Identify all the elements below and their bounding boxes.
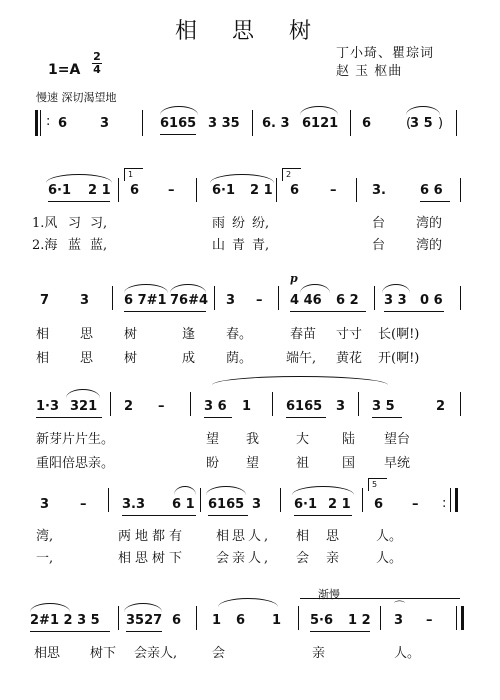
lyric: 望: [206, 432, 220, 447]
meter-top: 2: [93, 50, 101, 63]
tempo-marking: 慢速 深切渴望地: [36, 91, 117, 104]
volta-number: 1: [128, 170, 134, 179]
lyric: 山: [212, 238, 226, 253]
lyric: 树下: [90, 646, 117, 661]
lyric: 端午,: [286, 351, 317, 366]
note: 6165: [160, 116, 197, 131]
note: 6·1: [212, 183, 236, 198]
lyric: 春。: [226, 327, 253, 342]
note: 3: [100, 116, 110, 131]
lyric: 人。: [376, 529, 403, 544]
note: 3: [80, 293, 90, 308]
lyric: 寸寸: [336, 327, 363, 342]
fermata-icon: ⌒: [394, 600, 405, 613]
lyric: 我: [246, 432, 260, 447]
lyric: 相: [36, 351, 50, 366]
lyric: 人。: [376, 551, 403, 566]
dash: –: [158, 399, 165, 414]
lyric: 重阳倍思亲。: [36, 456, 115, 471]
lyric: 黄花: [336, 351, 363, 366]
lyric: 新芽片片生。: [36, 432, 115, 447]
lyric: 陆: [342, 432, 356, 447]
note: 6121: [302, 116, 339, 131]
note: 3.: [372, 183, 386, 198]
note: 1: [272, 613, 282, 628]
note: 3: [336, 399, 346, 414]
note: 6 2: [336, 293, 359, 308]
lyric: 纷: [232, 216, 246, 231]
note: 3: [252, 497, 262, 512]
lyric: 望台: [384, 432, 411, 447]
note: 6165: [208, 497, 245, 512]
lyric: 湾的: [416, 238, 443, 253]
dash: –: [412, 497, 419, 512]
note: 3527: [126, 613, 163, 628]
note: 6: [362, 116, 372, 131]
dash: –: [80, 497, 87, 512]
lyric: 会亲人,: [216, 551, 272, 566]
lyric: 蓝: [68, 238, 82, 253]
lyric: 雨: [212, 216, 226, 231]
note: 2: [436, 399, 446, 414]
lyric: 两地都有: [118, 529, 187, 544]
lyric: 会: [212, 646, 226, 661]
lyric: 成: [182, 351, 196, 366]
note: 6 1: [172, 497, 195, 512]
note: 2 1: [250, 183, 273, 198]
note: 2: [124, 399, 134, 414]
key-signature: 1=A: [48, 62, 81, 78]
note: 6 7#1: [124, 293, 167, 308]
note: 6: [374, 497, 384, 512]
note: 0 6: [420, 293, 443, 308]
dash: –: [256, 293, 263, 308]
lyric: 相: [36, 327, 50, 342]
note: 6: [290, 183, 300, 198]
note: 3 5: [372, 399, 395, 414]
lyric: 湾,: [36, 529, 54, 544]
lyric: 思: [80, 327, 94, 342]
lyric: 望: [246, 456, 260, 471]
note: 3: [40, 497, 50, 512]
note: 6: [236, 613, 246, 628]
dash: –: [426, 613, 433, 628]
lyric: 相思人,: [216, 529, 272, 544]
dash: –: [330, 183, 337, 198]
lyric: 开(啊!): [378, 351, 420, 366]
lyric: 湾的: [416, 216, 443, 231]
note: 1: [212, 613, 222, 628]
note: 3: [226, 293, 236, 308]
lyric: 逢: [182, 327, 196, 342]
lyric: 祖: [296, 456, 310, 471]
lyric: 1.风: [32, 216, 58, 231]
note: 6: [130, 183, 140, 198]
lyric: 台: [372, 216, 386, 231]
lyric: 国: [342, 456, 356, 471]
lyric: 大: [296, 432, 310, 447]
note: 6·1: [48, 183, 72, 198]
lyric: 盼: [206, 456, 220, 471]
dash: –: [168, 183, 175, 198]
note: 3 3: [384, 293, 407, 308]
time-signature: [92, 52, 102, 75]
meter-bottom: 4: [93, 63, 101, 76]
note: 3 6: [204, 399, 227, 414]
lyric: 早统: [384, 456, 411, 471]
note: 2#1 2 3 5: [30, 613, 100, 628]
note: 3 5: [410, 116, 433, 131]
note: 1 2: [348, 613, 371, 628]
note: 321: [70, 399, 98, 414]
lyric: 会亲人,: [134, 646, 178, 661]
lyric: 长(啊!): [378, 327, 420, 342]
note: 6165: [286, 399, 323, 414]
note: 6: [172, 613, 182, 628]
note: 6 6: [420, 183, 443, 198]
lyric: 思: [80, 351, 94, 366]
lyric: 树: [124, 351, 138, 366]
lyric: 相: [296, 529, 310, 544]
note: 7: [40, 293, 50, 308]
lyric: 青: [232, 238, 246, 253]
note: 6: [58, 116, 68, 131]
lyric: 习,: [90, 216, 108, 231]
song-title: 相 思 树: [175, 19, 325, 44]
lyric: 相思树下: [118, 551, 187, 566]
note: 1·3: [36, 399, 60, 414]
lyric: 青,: [252, 238, 270, 253]
lyric: 相思: [34, 646, 61, 661]
note: 4 46: [290, 293, 322, 308]
lyric: 人。: [394, 646, 421, 661]
note: 76#4: [170, 293, 209, 308]
lyric: 亲: [312, 646, 326, 661]
lyricist-credit: 丁小琦、瞿琮词: [336, 46, 435, 61]
composer-credit: 赵 玉 枢曲: [336, 64, 403, 79]
note: 2 1: [328, 497, 351, 512]
lyric: 树: [124, 327, 138, 342]
lyric: 春苗: [290, 327, 317, 342]
note: 3 35: [208, 116, 240, 131]
note: 3: [394, 613, 404, 628]
note: 5·6: [310, 613, 334, 628]
lyric: 习: [68, 216, 82, 231]
lyric: 纷,: [252, 216, 270, 231]
lyric: 2.海: [32, 238, 58, 253]
note: 3.3: [122, 497, 146, 512]
lyric: 思: [326, 529, 340, 544]
volta-number: 5: [372, 480, 378, 489]
note: 6·1: [294, 497, 318, 512]
lyric: 蓝,: [90, 238, 108, 253]
volta-number: 2: [286, 170, 292, 179]
note: 6. 3: [262, 116, 290, 131]
lyric: 台: [372, 238, 386, 253]
lyric: 亲: [326, 551, 340, 566]
tempo-change-marking: 渐慢: [318, 588, 340, 601]
note: 1: [242, 399, 252, 414]
dynamic-marking: p: [290, 272, 298, 285]
lyric: 一,: [36, 551, 54, 566]
note: 2 1: [88, 183, 111, 198]
lyric: 荫。: [226, 351, 253, 366]
lyric: 会: [296, 551, 310, 566]
